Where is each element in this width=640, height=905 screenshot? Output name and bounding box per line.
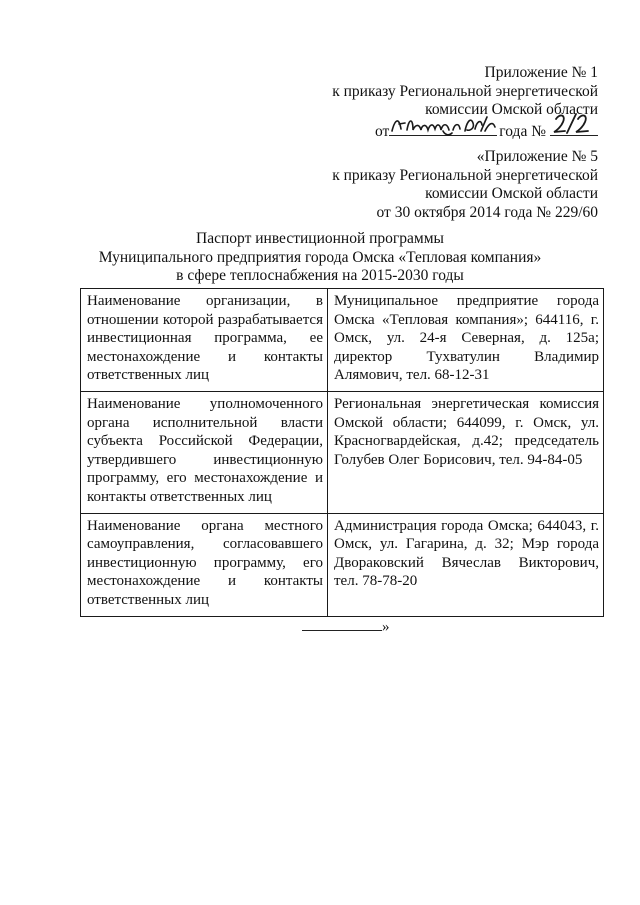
handwritten-date-field xyxy=(389,120,497,136)
table-row xyxy=(81,513,604,616)
closing-rule xyxy=(302,617,382,631)
appendix-1-order-date-line xyxy=(332,120,598,142)
row-value-organization: Муниципальное предприятие города Омска «Тепловая компания»; 644116, г. Омск, ул. 24-я Северная, д. 125а; директор Тухватулин Владимир Алямович, тел. 68-12-31 xyxy=(328,289,604,392)
passport-table xyxy=(80,288,604,617)
appendix-5-title: «Приложение № 5 xyxy=(476,148,598,165)
handwritten-number-signature xyxy=(550,111,598,137)
appendix-5-commission: комиссии Омской области xyxy=(425,185,598,203)
appendix-5-order-ref: к приказу Региональной энергетической xyxy=(332,166,598,184)
appendix-1-commission: комиссии Омской области xyxy=(425,101,598,119)
table-row xyxy=(81,289,604,392)
appendix-1-header xyxy=(332,64,598,141)
title-line-3: в сфере теплоснабжения на 2015-2030 годы xyxy=(176,267,464,285)
from-word: от xyxy=(374,122,390,140)
row-label-authority: Наименование уполномоченного органа исполнительной власти субъекта Российской Федерации, утвердившего инвестиционную программу, его местонахождение и контакты ответственных лиц xyxy=(81,392,328,514)
appendix-1-title: Приложение № 1 xyxy=(484,64,598,81)
title-line-2: Муниципального предприятия города Омска «Тепловая компания» xyxy=(98,248,542,266)
year-word: года № xyxy=(499,122,546,140)
appendix-5-header xyxy=(332,148,598,222)
title-line-1: Паспорт инвестиционной программы xyxy=(196,230,444,247)
row-value-authority: Региональная энергетическая комиссия Омской области; 644099, г. Омск, ул. Красногвардейская, д.42; председатель Голубев Олег Борисович, тел. 94-84-05 xyxy=(328,392,604,514)
row-label-organization: Наименование организации, в отношении которой разрабатывается инвестиционная программа, ее местонахождение и контакты ответственных лиц xyxy=(81,289,328,392)
handwritten-date-signature xyxy=(389,111,497,137)
handwritten-number-field xyxy=(550,120,598,136)
appendix-5-order-date: от 30 октября 2014 года № 229/60 xyxy=(376,203,598,221)
appendix-1-order-ref: к приказу Региональной энергетической xyxy=(332,82,598,100)
closing-mark xyxy=(302,617,390,636)
row-label-local-government: Наименование органа местного самоуправления, согласовавшего инвестиционную программу, его местонахождение и контакты ответственных лиц xyxy=(81,513,328,616)
document-title xyxy=(0,230,640,286)
row-value-local-government: Администрация города Омска; 644043, г. Омск, ул. Гагарина, д. 32; Мэр города Двораковский Вячеслав Викторович, тел. 78-78-20 xyxy=(328,513,604,616)
closing-quote: » xyxy=(382,619,390,635)
table-row xyxy=(81,392,604,514)
